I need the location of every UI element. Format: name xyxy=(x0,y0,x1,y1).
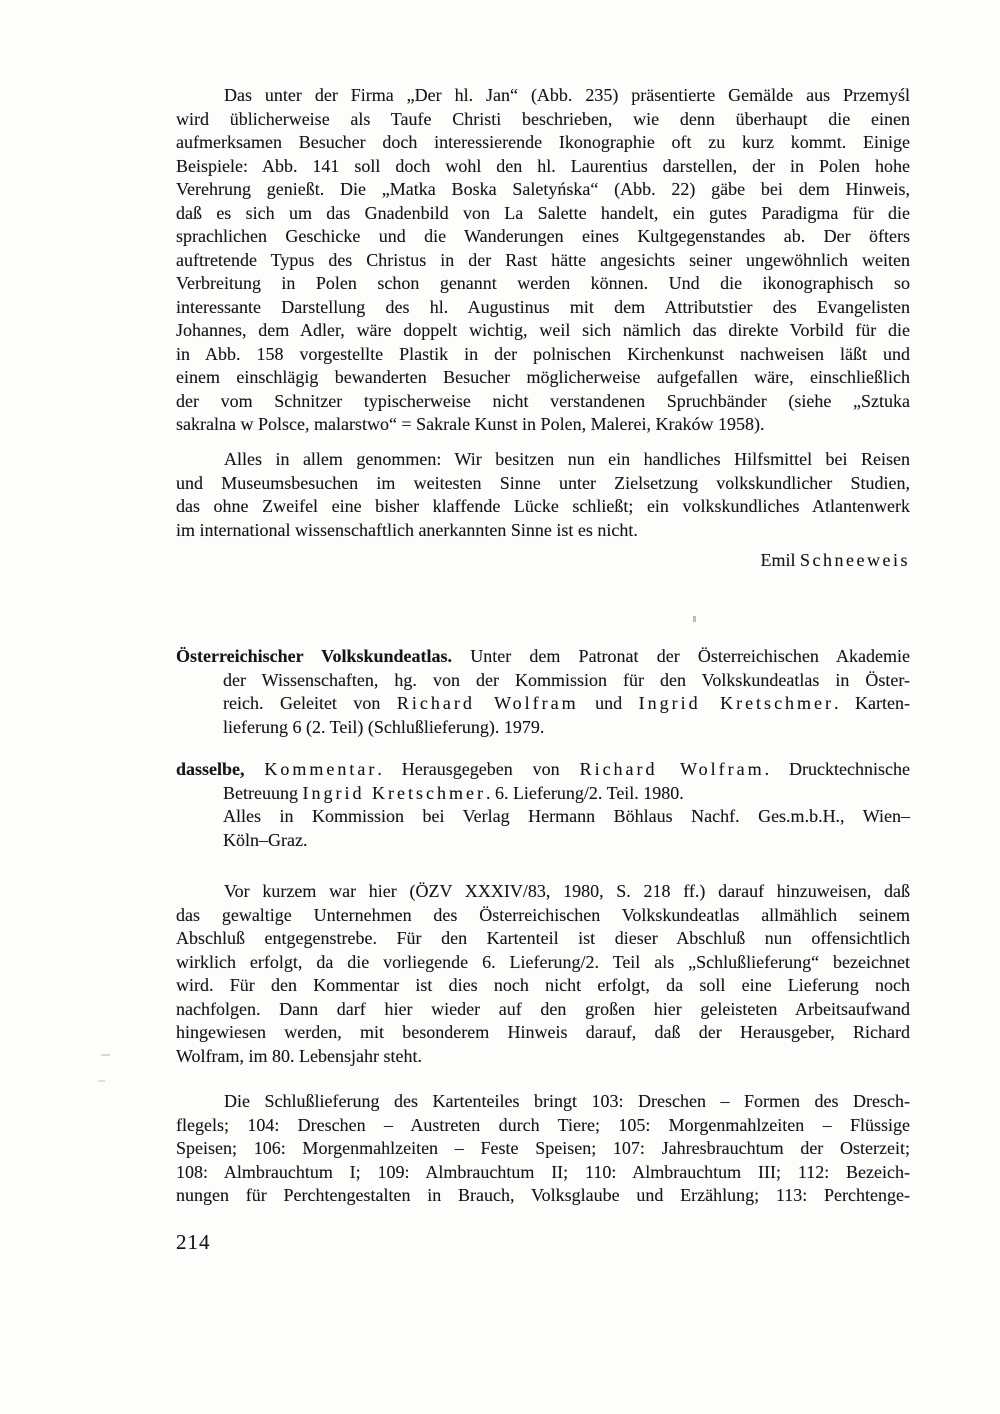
entry-spaced-word: Kommentar xyxy=(264,759,378,779)
review-conclusion-paragraph-1 xyxy=(176,84,910,437)
text-line: Alles in allem genommen: Wir besitzen nun ein handliches Hilfsmittel bei Reisen xyxy=(224,449,910,469)
text-line: der Wissenschaften, hg. von der Kommission für den Volkskundeatlas in Öster- xyxy=(223,669,910,690)
text-line: sakralna w Polsce, malarstwo“ = Sakrale Kunst in Polen, Malerei, Kraków 1958). xyxy=(176,414,765,434)
entry-text: . Drucktechnische xyxy=(764,759,911,779)
reviewer-first-name: Emil xyxy=(760,550,801,570)
text-line: Vor kurzem war hier (ÖZV XXXIV/83, 1980, S. 218 ff.) darauf hinzuweisen, daß xyxy=(224,881,910,901)
scan-artifact xyxy=(693,616,696,622)
text-line: Verehrung genießt. Die „Matka Boska Saletyńska“ (Abb. 22) gäbe bei dem Hinweis, xyxy=(176,179,910,199)
entry-title-bold: Österreichischer Volkskundeatlas. xyxy=(176,646,453,666)
review-paragraph-intro xyxy=(176,880,910,1068)
text-line: wirklich erfolgt, da die vorliegende 6. Lieferung/2. Teil als „Schlußlieferung“ bezeichnet xyxy=(176,951,910,972)
text-line: Das unter der Firma „Der hl. Jan“ (Abb. 235) präsentierte Gemälde aus Przemyśl xyxy=(224,85,910,105)
text-line: nungen für Perchtengestalten in Brauch, Volksglaube und Erzählung; 113: Perchtenge- xyxy=(176,1185,910,1205)
entry-text: Unter dem Patronat der Österreichischen Akademie xyxy=(452,646,910,666)
entry-text xyxy=(245,759,265,779)
review-conclusion-paragraph-2 xyxy=(176,448,910,542)
entry-text: . Herausgegeben von xyxy=(377,759,580,779)
bibliography-entry-atlas xyxy=(176,645,910,739)
page-number: 214 xyxy=(176,1230,211,1254)
review-paragraph-contents xyxy=(176,1090,910,1208)
entry-title-bold: dasselbe, xyxy=(176,759,245,779)
entry-text: reich. Geleitet von xyxy=(223,693,397,713)
text-line: auftretende Typus des Christus in der Rast hätte angesichts seiner ungewöhnlich weiten xyxy=(176,249,910,270)
text-line: lieferung 6 (2. Teil) (Schlußlieferung). 1979. xyxy=(223,716,545,737)
text-line: Die Schlußlieferung des Kartenteiles bringt 103: Dreschen – Formen des Dresch- xyxy=(224,1091,910,1111)
text-line: Alles in Kommission bei Verlag Hermann Böhlaus Nachf. Ges.m.b.H., Wien– xyxy=(223,806,910,826)
text-line: Wolfram, im 80. Lebensjahr steht. xyxy=(176,1045,422,1066)
text-line: im international wissenschaftlich anerkannten Sinne ist es nicht. xyxy=(176,519,638,540)
reviewer-last-name: Schneeweis xyxy=(800,550,910,570)
text-line xyxy=(176,782,910,806)
text-line: wird üblicherweise als Taufe Christi beschrieben, wie denn überhaupt die einen xyxy=(176,108,910,129)
text-line: sprachlichen Geschicke und die Wanderungen eines Kultgegenstandes ab. Der öfters xyxy=(176,226,910,246)
text-line: einem einschlägig bewanderten Besucher möglicherweise aufgefallen wäre, einschließlich xyxy=(176,367,910,387)
text-line: 108: Almbrauchtum I; 109: Almbrauchtum II; 110: Almbrauchtum III; 112: Bezeich- xyxy=(176,1161,910,1182)
editor-name: Ingrid Kretschmer xyxy=(302,782,486,803)
editor-name: Richard Wolfram xyxy=(396,693,579,713)
text-line: wird. Für den Kommentar ist dies noch nicht erfolgt, da soll eine Lieferung noch xyxy=(176,975,910,995)
bibliography-entry-kommentar xyxy=(176,758,910,852)
text-line: Abschluß entgegenstrebe. Für den Kartenteil ist dieser Abschluß nun offensichtlich xyxy=(176,928,910,948)
editor-name: Ingrid Kretschmer xyxy=(638,693,835,713)
text-line: Köln–Graz. xyxy=(223,829,308,850)
text-line: und Museumsbesuchen im weitesten Sinne unter Zielsetzung volkskundlicher Studien, xyxy=(176,472,910,493)
text-line xyxy=(176,645,910,669)
text-line: interessante Darstellung des hl. Augustinus mit dem Attributstier des Evangelisten xyxy=(176,296,910,317)
text-line: das ohne Zweifel eine bisher klaffende Lücke schließt; ein volkskundliches Atlantenwerk xyxy=(176,496,910,516)
text-line: Beispiele: Abb. 141 soll doch wohl den hl. Laurentius darstellen, der in Polen hohe xyxy=(176,155,910,176)
entry-text: . Karten- xyxy=(834,693,911,713)
text-line: Johannes, dem Adler, wäre doppelt wichtig, weil sich nämlich das direkte Vorbild für die xyxy=(176,320,910,340)
entry-text: . 6. Lieferung/2. Teil. 1980. xyxy=(485,782,684,803)
text-line: aufmerksamen Besucher doch interessierende Ikonographie oft zu kurz kommt. Einige xyxy=(176,132,910,152)
entry-text: Betreuung xyxy=(223,782,303,803)
text-line: der vom Schnitzer typischerweise nicht verstandenen Spruchbänder (siehe „Sztuka xyxy=(176,390,910,411)
text-line xyxy=(176,692,910,716)
text-line: das gewaltige Unternehmen des Österreichischen Volkskundeatlas allmählich seinem xyxy=(176,904,910,925)
text-line: nachfolgen. Dann darf hier wieder auf den großen hier geleisteten Arbeitsaufwand xyxy=(176,998,910,1019)
text-line: in Abb. 158 vorgestellte Plastik in der polnischen Kirchenkunst nachweisen läßt und xyxy=(176,343,910,364)
text-line: flegels; 104: Dreschen – Austreten durch Tiere; 105: Morgenmahlzeiten – Flüssige xyxy=(176,1114,910,1135)
text-line: Speisen; 106: Morgenmahlzeiten – Feste Speisen; 107: Jahresbrauchtum der Osterzeit; xyxy=(176,1138,910,1158)
scan-artifact xyxy=(101,1054,110,1056)
text-line: Verbreitung in Polen schon genannt werden können. Und die ikonographisch so xyxy=(176,273,910,293)
entry-text: und xyxy=(578,693,639,713)
editor-name: Richard Wolfram xyxy=(579,759,765,779)
text-line: daß es sich um das Gnadenbild von La Salette handelt, ein gutes Paradigma für die xyxy=(176,202,910,223)
scan-artifact xyxy=(98,1080,105,1082)
reviewer-signature xyxy=(176,549,964,573)
text-line: hingewiesen werden, mit besonderem Hinweis darauf, daß der Herausgeber, Richard xyxy=(176,1022,910,1042)
text-line xyxy=(176,758,910,782)
